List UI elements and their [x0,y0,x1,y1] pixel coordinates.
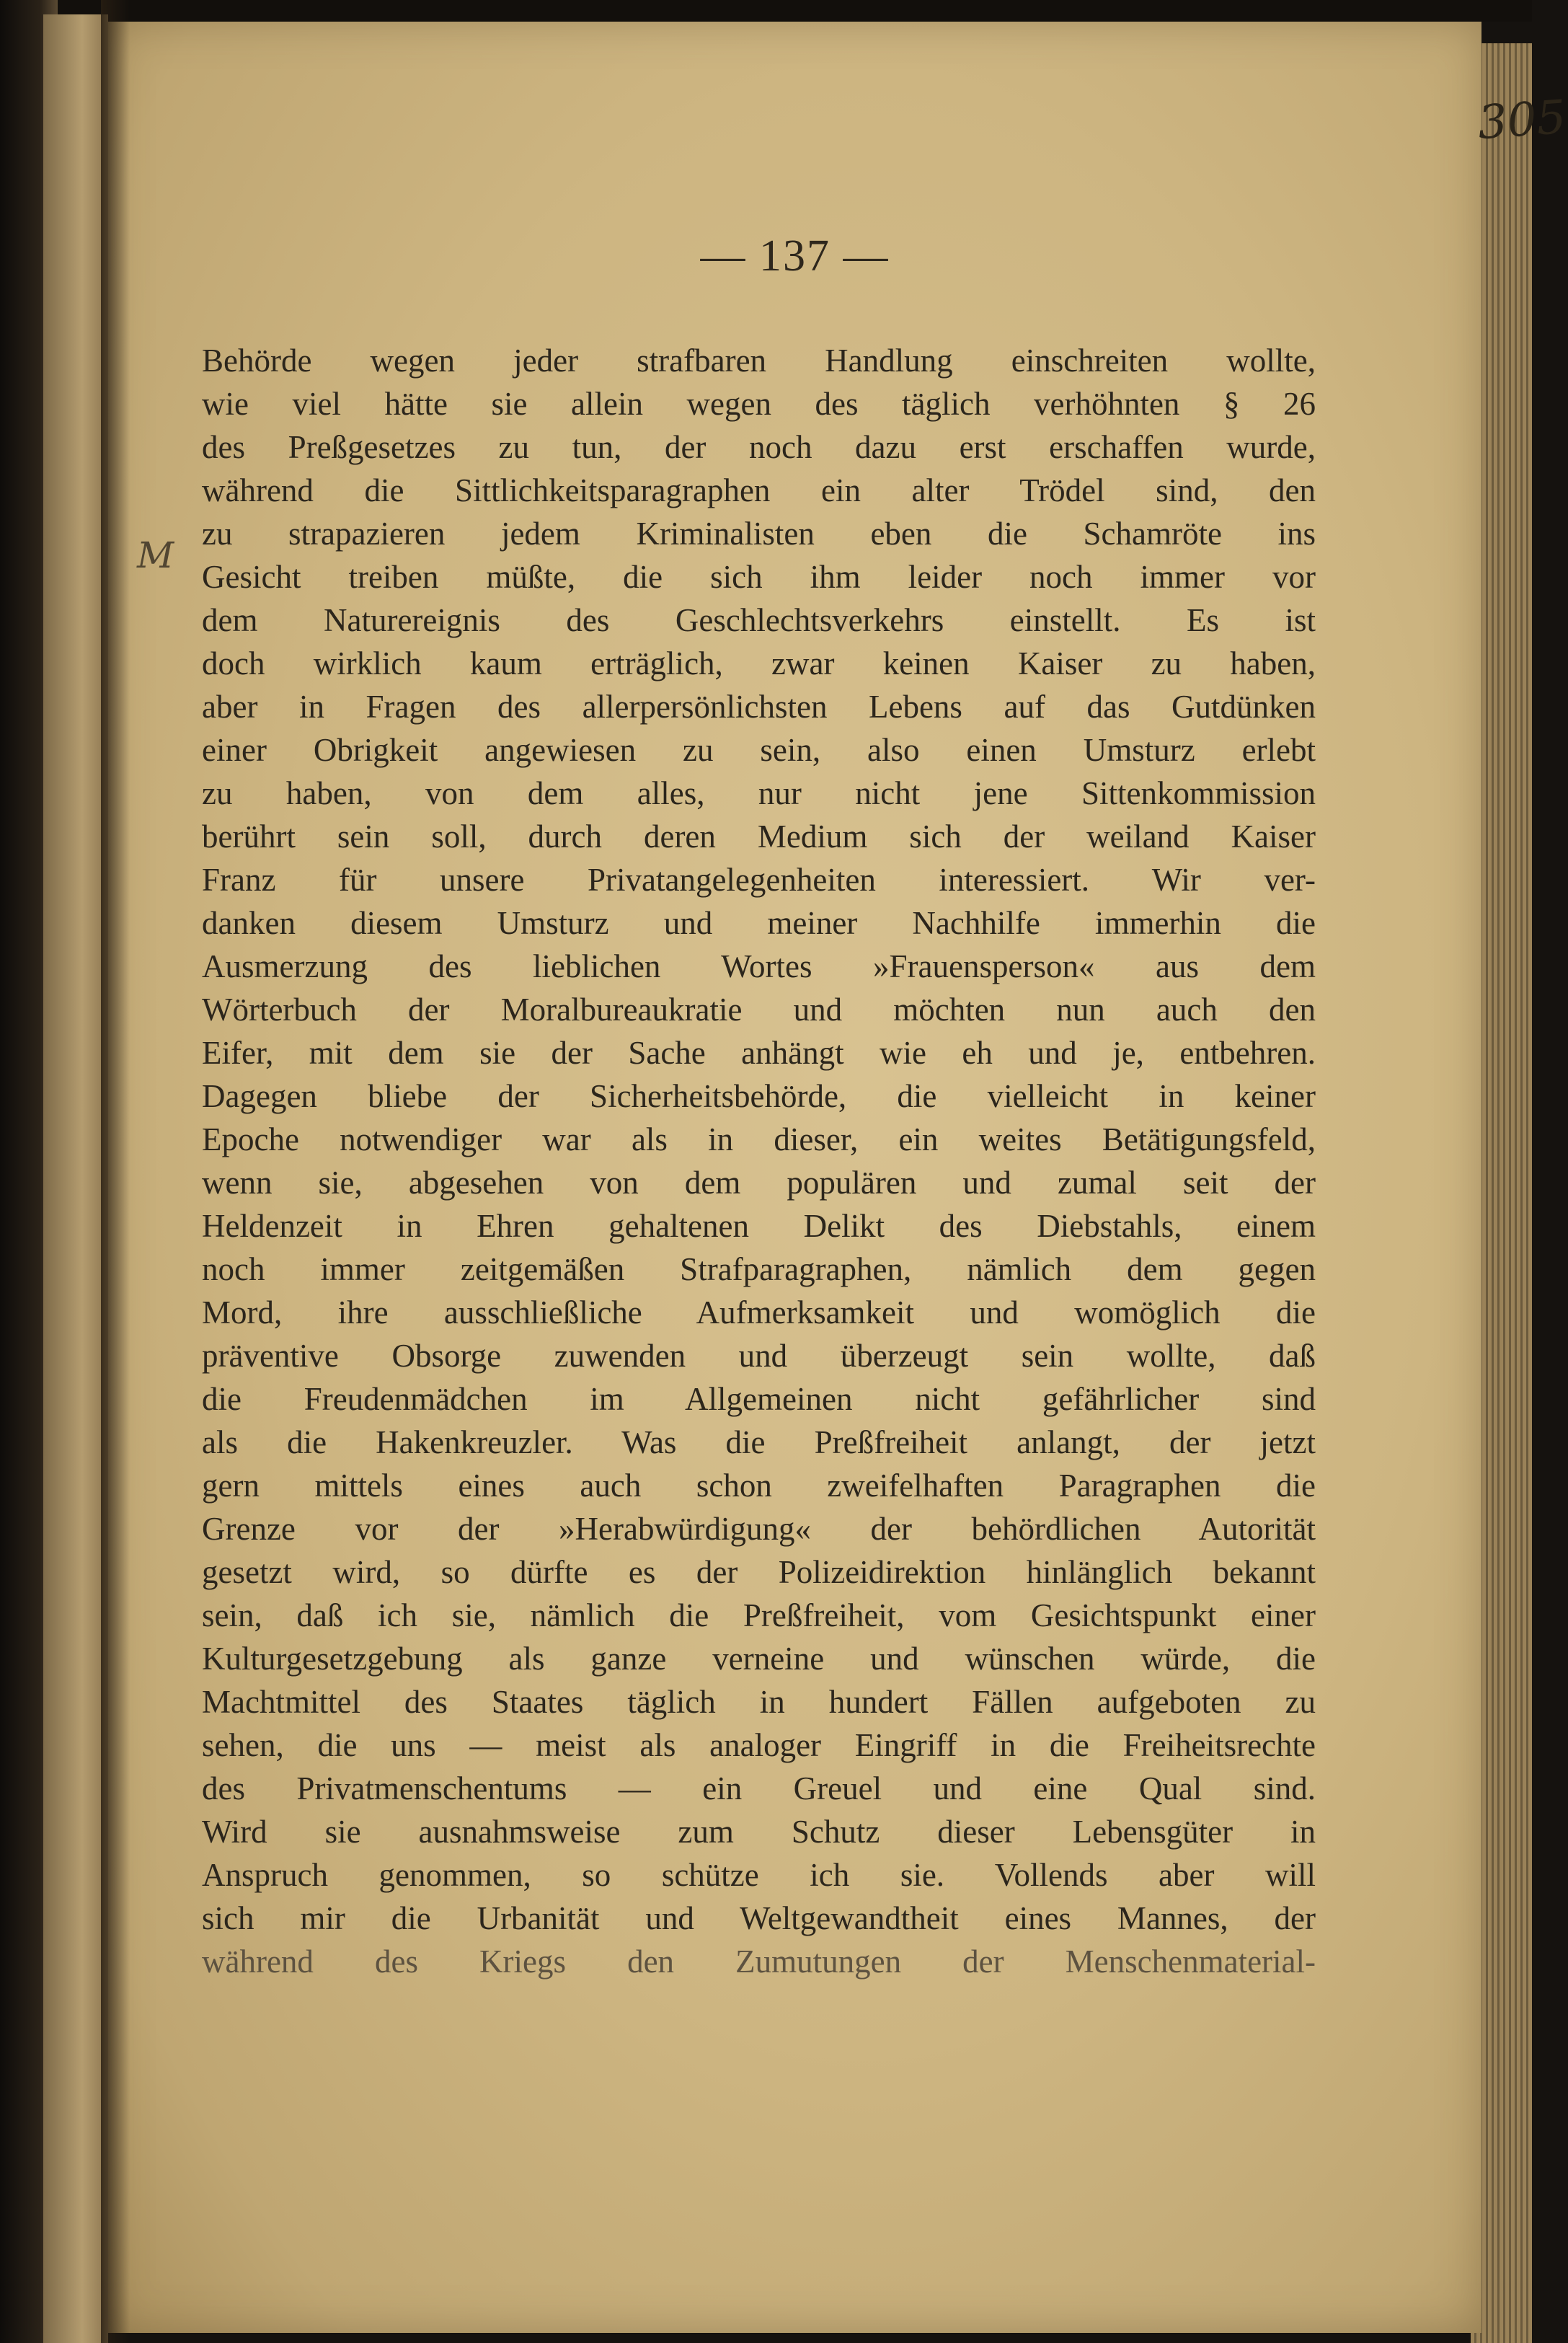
text-line: einer Obrigkeit angewiesen zu sein, also einen Umsturz erlebt [202,732,1316,768]
text-line: Machtmittel des Staates täglich in hundert Fällen aufgeboten zu [202,1684,1316,1720]
handwritten-margin-mark: M [137,534,174,576]
text-line: Behörde wegen jeder strafbaren Handlung einschreiten wollte, [202,343,1316,379]
previous-page-edge [43,14,108,2343]
page-number: — 137 — [700,231,890,281]
text-line: danken diesem Umsturz und meiner Nachhilfe immerhin die [202,905,1316,941]
text-line: als die Hakenkreuzler. Was die Preßfreiheit anlangt, der jetzt [202,1424,1316,1460]
text-line: wie viel hätte sie allein wegen des täglich verhöhnten § 26 [202,386,1316,422]
text-line: während die Sittlichkeitsparagraphen ein alter Trödel sind, den [202,472,1316,508]
text-line: Dagegen bliebe der Sicherheitsbehörde, die vielleicht in keiner [202,1078,1316,1114]
text-line: zu strapazieren jedem Kriminalisten eben die Schamröte ins [202,516,1316,552]
scan-top-border [0,0,1532,22]
text-line: zu haben, von dem alles, nur nicht jene Sittenkommission [202,775,1316,811]
text-line: noch immer zeitgemäßen Strafparagraphen, nämlich dem gegen [202,1251,1316,1287]
text-line: Kulturgesetzgebung als ganze verneine und wünschen würde, die [202,1641,1316,1677]
text-line: sein, daß ich sie, nämlich die Preßfreiheit, vom Gesichtspunkt einer [202,1597,1316,1633]
text-line: des Privatmenschentums — ein Greuel und eine Qual sind. [202,1770,1316,1806]
text-line: Wird sie ausnahmsweise zum Schutz dieser Lebensgüter in [202,1814,1316,1850]
text-line: wenn sie, abgesehen von dem populären und zumal seit der [202,1165,1316,1201]
text-line: gesetzt wird, so dürfte es der Polizeidirektion hinlänglich bekannt [202,1554,1316,1590]
text-line: Epoche notwendiger war als in dieser, ein weites Betätigungsfeld, [202,1121,1316,1157]
text-line: doch wirklich kaum erträglich, zwar keinen Kaiser zu haben, [202,645,1316,681]
text-line: Gesicht treiben müßte, die sich ihm leider noch immer vor [202,559,1316,595]
text-line: Mord, ihre ausschließliche Aufmerksamkeit und womöglich die [202,1294,1316,1331]
text-line: Ausmerzung des lieblichen Wortes »Frauensperson« aus dem [202,948,1316,984]
text-line: Anspruch genommen, so schütze ich sie. Vollends aber will [202,1857,1316,1893]
text-line: Grenze vor der »Herabwürdigung« der behördlichen Autorität [202,1511,1316,1547]
handwritten-folio-number: 305 [1476,90,1568,151]
text-line: Eifer, mit dem sie der Sache anhängt wie eh und je, entbehren. [202,1035,1316,1071]
book-page [108,22,1568,2333]
text-line: berührt sein soll, durch deren Medium sich der weiland Kaiser [202,818,1316,855]
text-line: die Freudenmädchen im Allgemeinen nicht gefährlicher sind [202,1381,1316,1417]
text-line: präventive Obsorge zuwenden und überzeugt sein wollte, daß [202,1338,1316,1374]
text-line: des Preßgesetzes zu tun, der noch dazu erst erschaffen wurde, [202,429,1316,465]
text-line: dem Naturereignis des Geschlechtsverkehrs einstellt. Es ist [202,602,1316,638]
body-text [202,339,1316,1983]
text-line: Wörterbuch der Moralbureaukratie und möchten nun auch den [202,992,1316,1028]
text-line: gern mittels eines auch schon zweifelhaften Paragraphen die [202,1468,1316,1504]
text-line: Franz für unsere Privatangelegenheiten interessiert. Wir ver- [202,862,1316,898]
text-line: aber in Fragen des allerpersönlichsten Lebens auf das Gutdünken [202,689,1316,725]
spine-shadow [101,0,130,2343]
text-line: während des Kriegs den Zumutungen der Menschenmaterial- [202,1943,1316,1980]
text-line: sehen, die uns — meist als analoger Eingriff in die Freiheitsrechte [202,1727,1316,1763]
text-line: sich mir die Urbanität und Weltgewandtheit eines Mannes, der [202,1900,1316,1936]
text-line: Heldenzeit in Ehren gehaltenen Delikt des Diebstahls, einem [202,1208,1316,1244]
